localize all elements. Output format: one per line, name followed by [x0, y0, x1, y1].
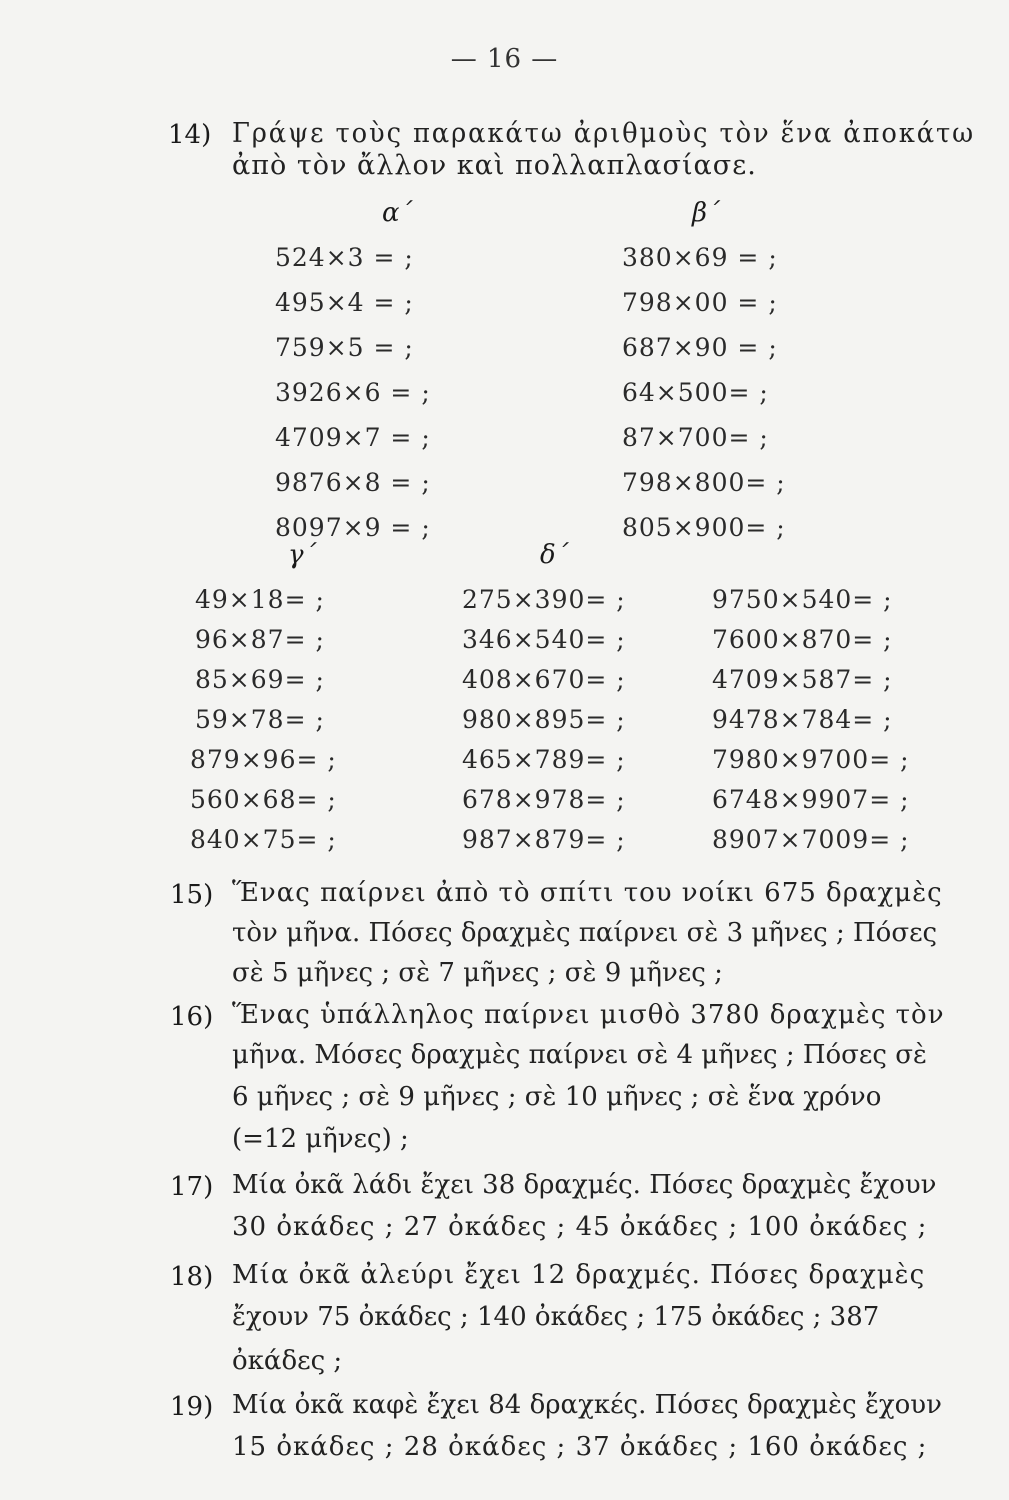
group-third-row: 6748×9907= ; [712, 785, 910, 814]
group-alpha-header: α΄ [382, 198, 413, 228]
group-alpha-row: 759×5 = ; [275, 333, 414, 362]
group-third-row: 4709×587= ; [712, 665, 893, 694]
problem-16-number: 16) [170, 1002, 214, 1032]
group-beta-row: 380×69 = ; [622, 243, 778, 272]
group-third-row: 8907×7009= ; [712, 825, 910, 854]
group-alpha-row: 524×3 = ; [275, 243, 414, 272]
page-number: — 16 — [450, 44, 559, 74]
group-delta-row: 275×390= ; [462, 585, 626, 614]
group-beta-header: β΄ [692, 198, 721, 228]
group-delta-row: 465×789= ; [462, 745, 626, 774]
group-beta-row: 87×700= ; [622, 423, 769, 452]
exercise-14-line-2: ἀπὸ τὸν ἄλλον καὶ πολλαπλασίασε. [232, 150, 757, 181]
problem-16-line-3: 6 μῆνες ; σὲ 9 μῆνες ; σὲ 10 μῆνες ; σὲ ἕνα χρόνο [232, 1082, 882, 1112]
problem-18-line-3: ὀκάδες ; [232, 1346, 343, 1376]
problem-18-line-1: Μία ὀκᾶ ἀλεύρι ἔχει 12 δραχμές. Πόσες δραχμὲς [232, 1260, 926, 1290]
group-gamma-row: 879×96= ; [190, 745, 337, 774]
problem-17-line-2: 30 ὀκάδες ; 27 ὀκάδες ; 45 ὀκάδες ; 100 ὀκάδες ; [232, 1212, 928, 1242]
group-beta-row: 687×90 = ; [622, 333, 778, 362]
problem-15-line-3: σὲ 5 μῆνες ; σὲ 7 μῆνες ; σὲ 9 μῆνες ; [232, 958, 723, 988]
group-third-row: 7600×870= ; [712, 625, 893, 654]
group-beta-row: 64×500= ; [622, 378, 769, 407]
group-beta-row: 798×00 = ; [622, 288, 778, 317]
group-gamma-row: 49×18= ; [195, 585, 325, 614]
group-alpha-row: 3926×6 = ; [275, 378, 431, 407]
group-gamma-header: γ΄ [288, 540, 317, 570]
group-gamma-row: 560×68= ; [190, 785, 337, 814]
problem-16-line-1: Ἕνας ὑπάλληλος παίρνει μισθὸ 3780 δραχμὲς τὸν [232, 1000, 945, 1030]
group-gamma-row: 840×75= ; [190, 825, 337, 854]
group-gamma-row: 96×87= ; [195, 625, 325, 654]
exercise-14-number: 14) [168, 120, 212, 150]
problem-16-line-4: (=12 μῆνες) ; [232, 1124, 409, 1154]
problem-19-line-1: Μία ὀκᾶ καφὲ ἔχει 84 δραχκές. Πόσες δραχμὲς ἔχουν [232, 1390, 942, 1420]
group-delta-row: 678×978= ; [462, 785, 626, 814]
group-gamma-row: 59×78= ; [195, 705, 325, 734]
problem-16-line-2: μῆνα. Μόσες δραχμὲς παίρνει σὲ 4 μῆνες ; Πόσες σὲ [232, 1040, 927, 1070]
group-third-row: 7980×9700= ; [712, 745, 910, 774]
group-third-row: 9478×784= ; [712, 705, 893, 734]
problem-15-line-1: Ἕνας παίρνει ἀπὸ τὸ σπίτι του νοίκι 675 δραχμὲς [232, 878, 943, 908]
exercise-14-line-1: Γράψε τοὺς παρακάτω ἀριθμοὺς τὸν ἕνα ἀποκάτω [232, 118, 976, 149]
problem-19-number: 19) [170, 1392, 214, 1422]
problem-17-line-1: Μία ὀκᾶ λάδι ἔχει 38 δραχμές. Πόσες δραχμὲς ἔχουν [232, 1170, 937, 1200]
group-beta-row: 805×900= ; [622, 513, 786, 542]
problem-18-number: 18) [170, 1262, 214, 1292]
problem-15-line-2: τὸν μῆνα. Πόσες δραχμὲς παίρνει σὲ 3 μῆνες ; Πόσες [232, 918, 938, 948]
group-delta-row: 980×895= ; [462, 705, 626, 734]
problem-17-number: 17) [170, 1172, 214, 1202]
group-delta-row: 408×670= ; [462, 665, 626, 694]
group-alpha-row: 9876×8 = ; [275, 468, 431, 497]
problem-18-line-2: ἔχουν 75 ὀκάδες ; 140 ὀκάδες ; 175 ὀκάδες ; 387 [232, 1302, 880, 1332]
group-beta-row: 798×800= ; [622, 468, 786, 497]
group-alpha-row: 4709×7 = ; [275, 423, 431, 452]
problem-19-line-2: 15 ὀκάδες ; 28 ὀκάδες ; 37 ὀκάδες ; 160 ὀκάδες ; [232, 1432, 928, 1462]
group-delta-header: δ΄ [540, 540, 569, 570]
group-delta-row: 346×540= ; [462, 625, 626, 654]
group-alpha-row: 495×4 = ; [275, 288, 414, 317]
group-delta-row: 987×879= ; [462, 825, 626, 854]
group-gamma-row: 85×69= ; [195, 665, 325, 694]
group-third-row: 9750×540= ; [712, 585, 893, 614]
group-alpha-row: 8097×9 = ; [275, 513, 431, 542]
problem-15-number: 15) [170, 880, 214, 910]
